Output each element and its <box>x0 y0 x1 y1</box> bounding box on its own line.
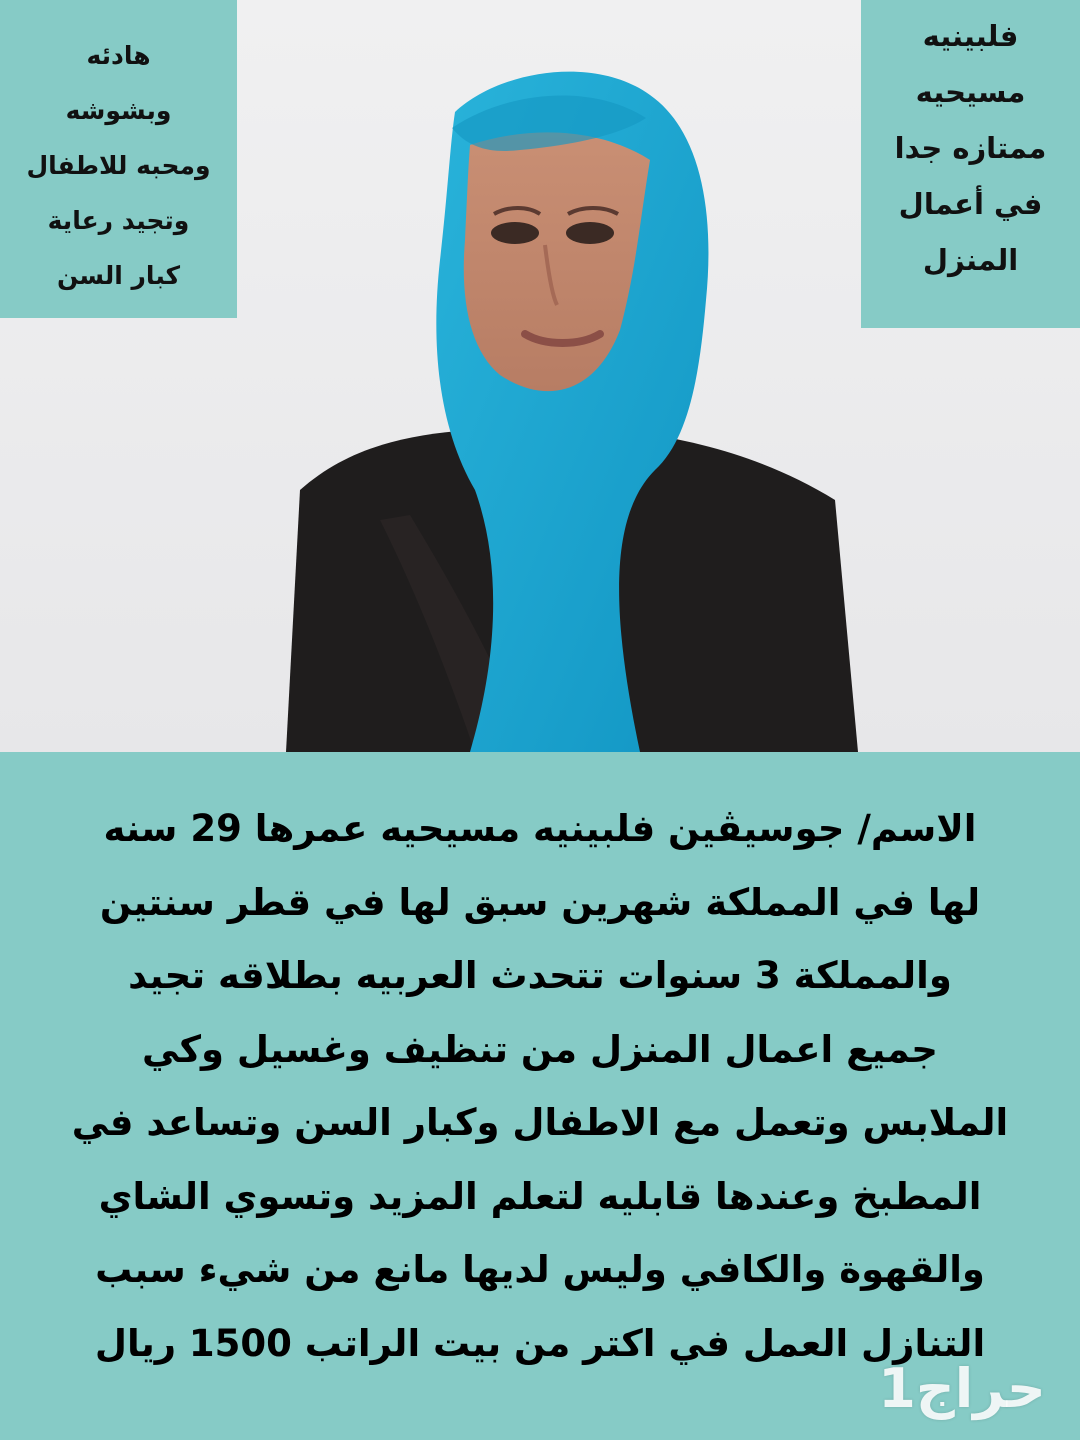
right-box-line: مسيحيه <box>915 75 1026 109</box>
right-box-line: في أعمال <box>898 187 1043 221</box>
right-box-line: فلبينيه <box>922 19 1019 53</box>
description-line: والقهوة والكافي وليس لديها مانع من شيء سبب <box>95 1248 985 1291</box>
right-eye <box>566 222 614 244</box>
description-line: والمملكة 3 سنوات تتحدث العربيه بطلاقه تجيد <box>128 954 952 997</box>
watermark-logo: حراج1 <box>878 1357 1046 1420</box>
right-box-line: ممتازه جدا <box>894 131 1047 165</box>
left-eye <box>491 222 539 244</box>
description-line: المطبخ وعندها قابليه لتعلم المزيد وتسوي الشاي <box>98 1174 982 1218</box>
description-line: التنازل العمل في اكتر من بيت الراتب 1500 ريال <box>94 1321 986 1365</box>
description-line: لها في المملكة شهرين سبق لها في قطر سنتين <box>99 880 981 924</box>
left-info-box <box>0 0 237 318</box>
left-box-line: ومحبه للاطفال <box>26 151 211 180</box>
left-box-line: وبشوشه <box>65 96 172 125</box>
left-box-line: وتجيد رعاية <box>47 206 190 235</box>
left-box-line: هادئه <box>86 41 151 70</box>
description-line: الاسم/ جوسيڤين فلبينيه مسيحيه عمرها 29 سنه <box>103 807 977 850</box>
description-line: الملابس وتعمل مع الاطفال وكبار السن وتساعد في <box>71 1101 1009 1144</box>
right-box-line: المنزل <box>922 243 1019 277</box>
description-line: جميع اعمال المنزل من تنظيف وغسيل وكي <box>142 1027 938 1071</box>
description-panel <box>0 752 1080 1440</box>
description-text <box>20 792 1060 1380</box>
left-box-line: كبار السن <box>56 261 181 290</box>
right-info-box <box>861 0 1080 328</box>
